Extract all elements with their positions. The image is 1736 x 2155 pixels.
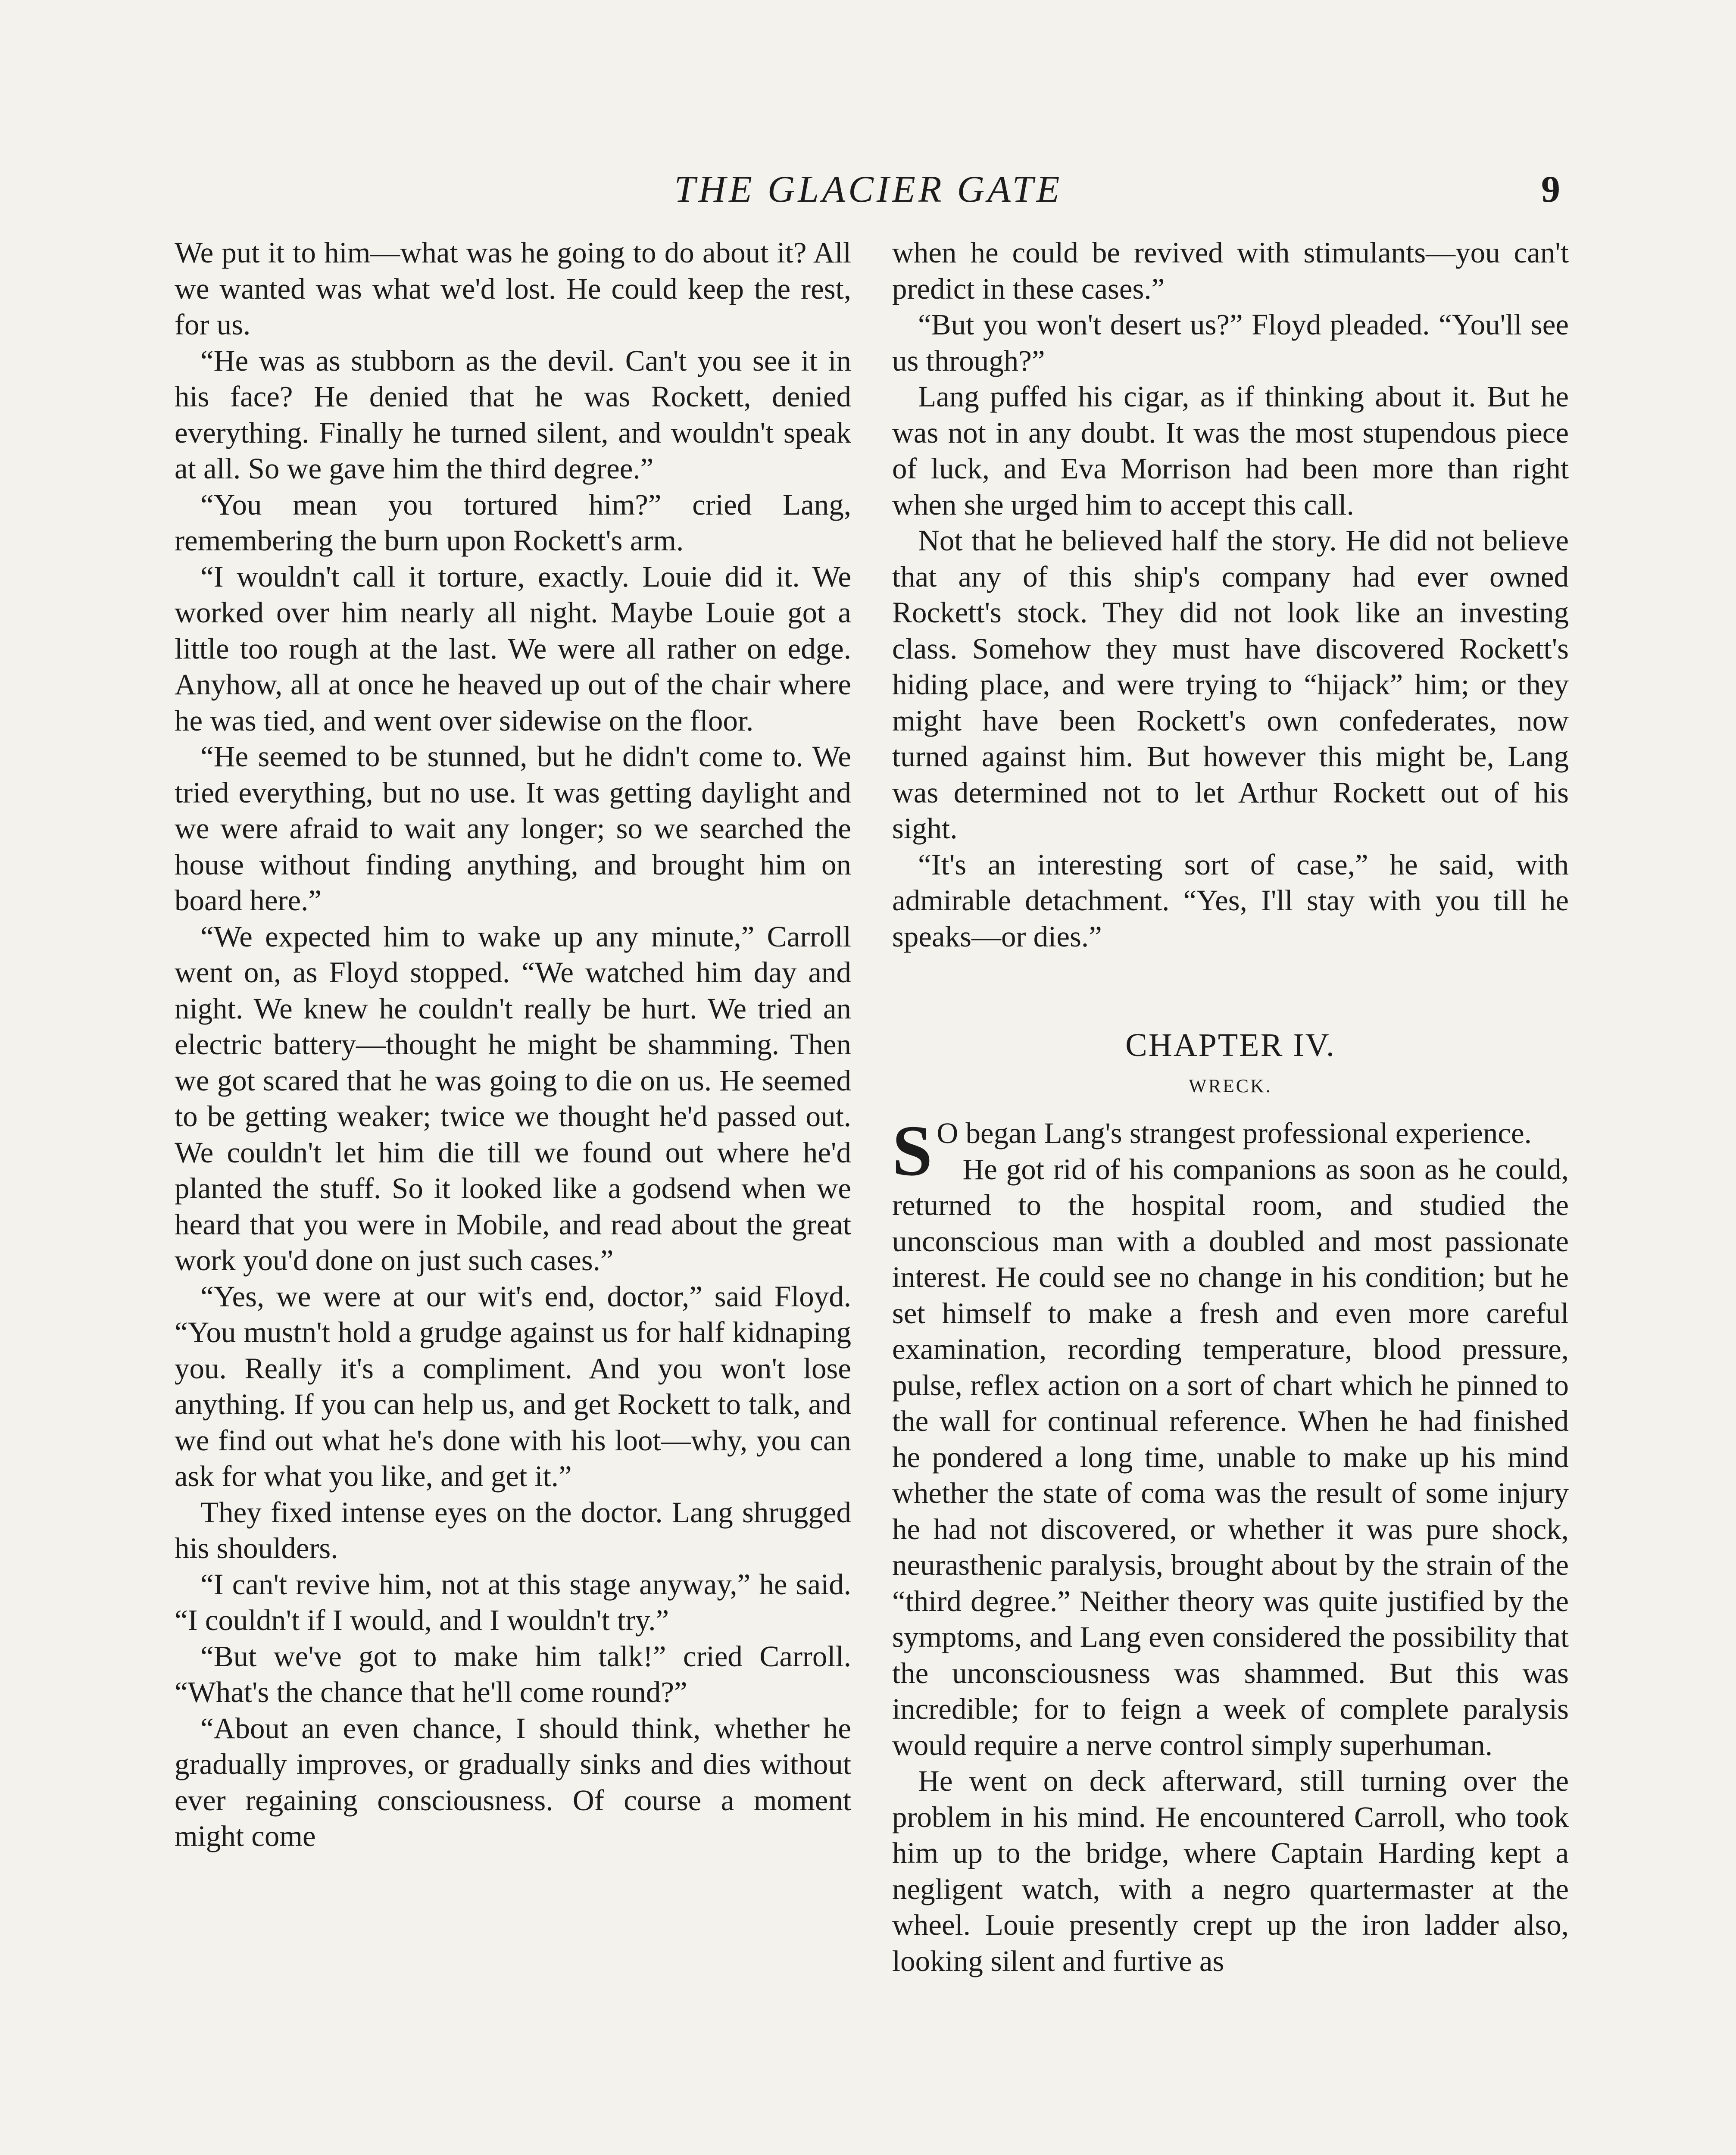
paragraph: Lang puffed his cigar, as if thinking about it. But he was not in any doubt. It was the most stupendous piece of luck, and Eva Morrison had been more than right when she urged him to accept this call. [892, 380, 1569, 521]
paragraph: “Yes, we were at our wit's end, doctor,” said Floyd. “You mustn't hold a grudge against us for half kidnaping you. Really it's a compliment. And you won't lose anything. If you can help us, and get Rockett to talk, and we find out what he's done with his loot—why, you can ask for what you like, and get it.” [175, 1280, 851, 1493]
paragraph: He got rid of his companions as soon as he could, returned to the hospital room, and studied the unconscious man with a doubled and most passionate interest. He could see no change in his condition; but he set himself to make a fresh and even more careful examination, recording temperature, blood pressure, pulse, reflex action on a sort of chart which he pinned to the wall for continual reference. When he had finished he pondered a long time, unable to make up his mind whether the state of coma was the result of some injury he had not discovered, or whether it was pure shock, neurasthenic paralysis, brought about by the strain of the “third degree.” Neither theory was quite justified by the symptoms, and Lang even considered the possibility that the unconsciousness was shammed. But this was incredible; for to feign a week of complete paralysis would require a nerve control simply superhuman. [892, 1152, 1569, 1761]
paragraph: “But we've got to make him talk!” cried Carroll. “What's the chance that he'll come round?” [175, 1640, 851, 1708]
left-column [175, 235, 851, 1855]
opening-text: O began Lang's strangest professional experience. [937, 1117, 1532, 1149]
chapter-opening-paragraph [892, 1111, 1569, 1191]
paragraph: “It's an interesting sort of case,” he said, with admirable detachment. “Yes, I'll stay with you till he speaks—or dies.” [892, 848, 1569, 953]
paragraph: “You mean you tortured him?” cried Lang, remembering the burn upon Rockett's arm. [175, 488, 851, 557]
right-column [892, 235, 1569, 1979]
chapter-heading: CHAPTER IV. [1125, 1027, 1336, 1063]
paragraph: when he could be revived with stimulants—you can't predict in these cases.” [892, 236, 1569, 305]
paragraph: “I can't revive him, not at this stage anyway,” he said. “I couldn't if I would, and I wouldn't try.” [175, 1568, 851, 1637]
paragraph: “He seemed to be stunned, but he didn't come to. We tried everything, but no use. It was getting daylight and we were afraid to wait any longer; so we searched the house without finding anything, and brought him on board here.” [175, 740, 851, 917]
drop-cap: S [892, 1111, 933, 1191]
paragraph: They fixed intense eyes on the doctor. Lang shrugged his shoulders. [175, 1496, 851, 1565]
paragraph: “We expected him to wake up any minute,” Carroll went on, as Floyd stopped. “We watched him day and night. We knew he couldn't really be hurt. We tried an electric battery—thought he might be shamming. Then we got scared that he was going to die on us. He seemed to be getting weaker; twice we thought he'd passed out. We couldn't let him die till we found out where he'd planted the stuff. So it looked like a godsend when we heard that you were in Mobile, and read about the great work you'd done on just such cases.” [175, 920, 851, 1277]
paragraph: “But you won't desert us?” Floyd pleaded. “You'll see us through?” [892, 308, 1569, 377]
running-title: THE GLACIER GATE [674, 169, 1063, 210]
chapter-subtitle: WRECK. [1189, 1075, 1272, 1096]
paragraph: Not that he believed half the story. He did not believe that any of this ship's company had ever owned Rockett's stock. They did not look like an investing class. Somehow they must have discovered Rockett's hiding place, and were trying to “hijack” him; or they might have been Rockett's own confederates, now turned against him. But however this might be, Lang was determined not to let Arthur Rockett out of his sight. [892, 524, 1569, 845]
paragraph: We put it to him—what was he going to do about it? All we wanted was what we'd lost. He could keep the rest, for us. [175, 236, 851, 341]
paragraph: “He was as stubborn as the devil. Can't you see it in his face? He denied that he was Rockett, denied everything. Finally he turned silent, and wouldn't speak at all. So we gave him the third degree.” [175, 344, 851, 485]
paragraph: “I wouldn't call it torture, exactly. Louie did it. We worked over him nearly all night. Maybe Louie got a little too rough at the last. We were all rather on edge. Anyhow, all at once he heaved up out of the chair where he was tied, and went over sidewise on the floor. [175, 560, 851, 737]
page-header [172, 159, 1564, 220]
paragraph: He went on deck afterward, still turning over the problem in his mind. He encountered Carroll, who took him up to the bridge, where Captain Harding kept a negligent watch, with a negro quartermaster at the wheel. Louie presently crept up the iron ladder also, looking silent and furtive as [892, 1765, 1569, 1977]
paragraph: “About an even chance, I should think, whether he gradually improves, or gradually sinks and dies without ever regaining consciousness. Of course a moment might come [175, 1712, 851, 1852]
page-number: 9 [1541, 169, 1560, 210]
